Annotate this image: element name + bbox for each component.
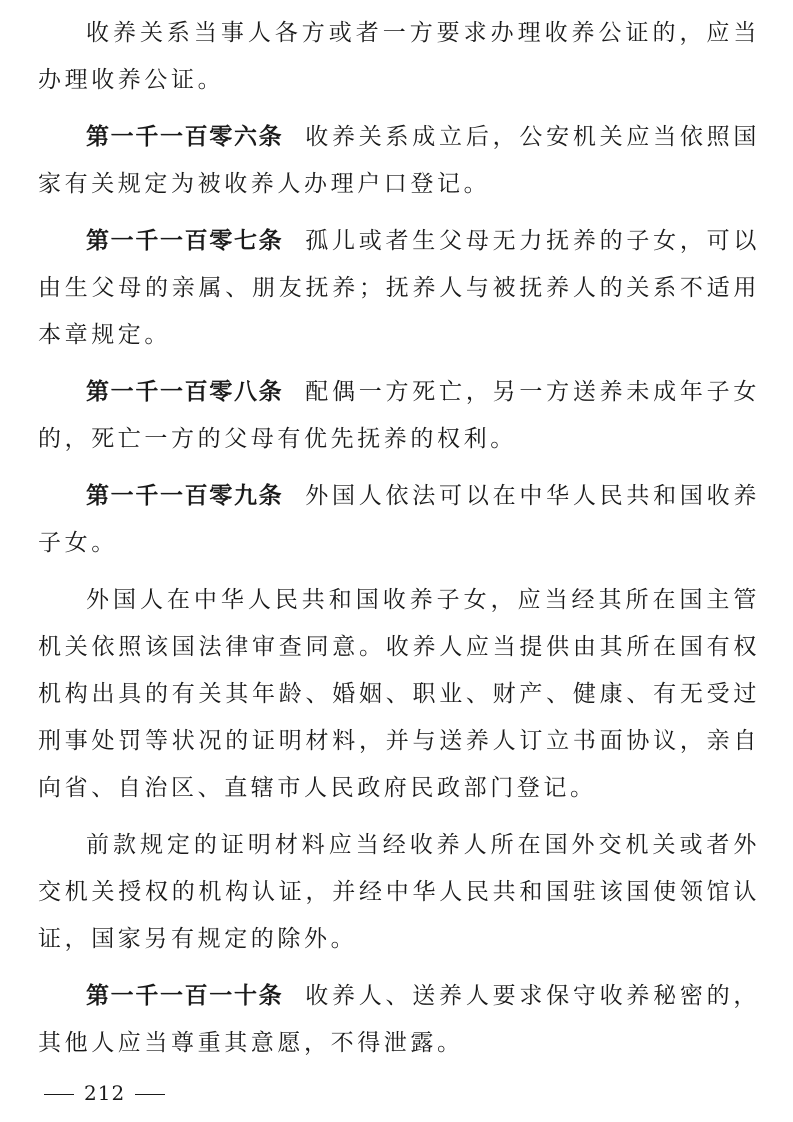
- paragraph-text: 前款规定的证明材料应当经收养人所在国外交机关或者外交机关授权的机构认证，并经中华人民共和国驻该国使领馆认证，国家另有规定的除外。: [38, 832, 760, 952]
- paragraph-text: 外国人在中华人民共和国收养子女，应当经其所在国主管机关依照该国法律审查同意。收养人应当提供由其所在国有权机构出具的有关其年龄、婚姻、职业、财产、健康、有无受过刑事处罚等状况的证明材料，并与送养人订立书面协议，亲自向省、自治区、直辖市人民政府民政部门登记。: [38, 587, 760, 801]
- article-number: 第一千一百零七条: [86, 228, 284, 254]
- paragraph: [38, 822, 760, 963]
- article-paragraph: [38, 114, 760, 208]
- paragraph: [38, 577, 760, 812]
- paragraph-text: 外国人依法可以在中华人民共和国收养子女。: [38, 483, 760, 556]
- article-paragraph: [38, 973, 760, 1067]
- page-number: 212: [84, 1081, 126, 1105]
- document-body: [38, 10, 760, 1077]
- paragraph-text: 收养人、送养人要求保守收养秘密的，其他人应当尊重其意愿，不得泄露。: [38, 983, 760, 1056]
- footer-dash-right: [135, 1094, 165, 1095]
- article-paragraph: [38, 369, 760, 463]
- paragraph-text: 孤儿或者生父母无力抚养的子女，可以由生父母的亲属、朋友抚养；抚养人与被抚养人的关系不适用本章规定。: [38, 228, 760, 348]
- article-paragraph: [38, 218, 760, 359]
- article-number: 第一千一百零六条: [86, 124, 284, 150]
- paragraph-text: 收养关系成立后，公安机关应当依照国家有关规定为被收养人办理户口登记。: [38, 124, 760, 197]
- footer-dash-left: [44, 1094, 74, 1095]
- page-footer: [34, 1081, 175, 1105]
- article-number: 第一千一百零九条: [86, 483, 284, 509]
- article-number: 第一千一百一十条: [86, 983, 284, 1009]
- paragraph: [38, 10, 760, 104]
- article-paragraph: [38, 473, 760, 567]
- article-number: 第一千一百零八条: [86, 379, 284, 405]
- paragraph-text: 收养关系当事人各方或者一方要求办理收养公证的，应当办理收养公证。: [38, 20, 760, 93]
- paragraph-text: 配偶一方死亡，另一方送养未成年子女的，死亡一方的父母有优先抚养的权利。: [38, 379, 760, 452]
